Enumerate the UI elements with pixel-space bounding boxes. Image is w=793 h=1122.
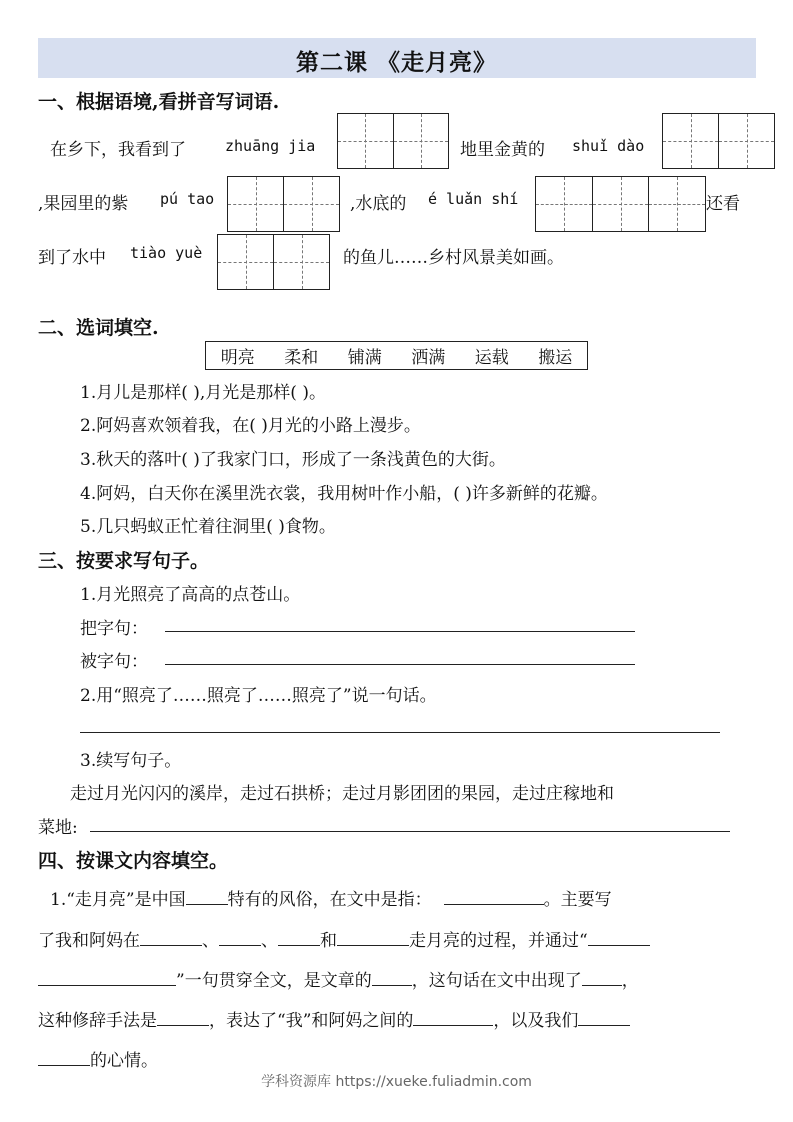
word-bank xyxy=(205,341,588,370)
word-bank-item: 铺满 xyxy=(347,348,382,368)
fill-blank[interactable] xyxy=(444,886,544,905)
char-cell[interactable] xyxy=(536,177,593,231)
s4-text: 了我和阿妈在 xyxy=(38,931,140,951)
s4-text: ”一句贯穿全文，是文章的 xyxy=(176,971,372,991)
word-bank-item: 洒满 xyxy=(411,348,446,368)
s4-text: ， xyxy=(621,971,639,991)
fill-blank[interactable] xyxy=(278,927,320,946)
char-cell[interactable] xyxy=(593,177,650,231)
s3-q3-line-2: 菜地: xyxy=(38,818,78,838)
char-cell[interactable] xyxy=(338,114,394,168)
fill-blank[interactable] xyxy=(38,967,176,986)
char-cell[interactable] xyxy=(274,235,329,289)
char-cell[interactable] xyxy=(228,177,284,231)
char-cell[interactable] xyxy=(218,235,274,289)
s4-para-line-5 xyxy=(38,1046,158,1071)
char-cell[interactable] xyxy=(394,114,449,168)
q3-answer-line[interactable] xyxy=(90,831,730,832)
fill-blank[interactable] xyxy=(372,967,412,986)
s4-text: 这种修辞手法是 xyxy=(38,1011,157,1031)
fill-blank[interactable] xyxy=(219,927,261,946)
bei-sentence-answer-line[interactable] xyxy=(165,664,635,665)
s3-q3-line-1: 走过月光闪闪的溪岸，走过石拱桥；走过月影团团的果园，走过庄稼地和 xyxy=(70,784,614,804)
s4-text: 走月亮的过程，并通过“ xyxy=(409,931,588,951)
s1-line3-text-a: 到了水中 xyxy=(38,248,106,268)
s1-line2-text-b: ,水底的 xyxy=(350,194,407,214)
word-bank-item: 柔和 xyxy=(284,348,319,368)
s4-text: 、 xyxy=(202,931,219,951)
section-4-heading: 四、按课文内容填空。 xyxy=(38,850,229,872)
s4-text: ，表达了“我”和阿妈之间的 xyxy=(209,1011,414,1031)
bei-sentence-label: 被字句： xyxy=(80,652,148,672)
s2-item-3: 3.秋天的落叶( )了我家门口，形成了一条浅黄色的大街。 xyxy=(80,450,506,470)
s3-question-3: 3.续写句子。 xyxy=(80,751,182,771)
footer-watermark: 学科资源库 https://xueke.fuliadmin.com xyxy=(261,1074,532,1090)
fill-blank[interactable] xyxy=(578,1007,630,1026)
word-bank-item: 搬运 xyxy=(538,348,573,368)
s4-text: 和 xyxy=(320,931,337,951)
s4-text: 1.“走月亮”是中国 xyxy=(50,890,186,910)
s4-para-line-3 xyxy=(38,966,639,991)
fill-blank[interactable] xyxy=(413,1007,493,1026)
ba-sentence-answer-line[interactable] xyxy=(165,631,635,632)
page-title: 第二课 《走月亮》 xyxy=(295,49,497,76)
s1-pinyin-zhuangjia: zhuāng jia xyxy=(225,137,316,155)
fill-blank[interactable] xyxy=(588,927,650,946)
char-cell[interactable] xyxy=(284,177,339,231)
s1-pinyin-putao: pú tao xyxy=(160,190,215,208)
char-cell[interactable] xyxy=(663,114,719,168)
s2-item-2: 2.阿妈喜欢领着我，在( )月光的小路上漫步。 xyxy=(80,416,421,436)
fill-blank[interactable] xyxy=(337,927,409,946)
char-box-eluanshi[interactable] xyxy=(535,176,706,232)
fill-blank[interactable] xyxy=(140,927,202,946)
word-bank-item: 运载 xyxy=(474,348,509,368)
s4-text: ，以及我们 xyxy=(493,1011,579,1031)
s4-text: 、 xyxy=(261,931,278,951)
section-3-heading: 三、按要求写句子。 xyxy=(38,550,210,572)
s4-text: 特有的风俗，在文中是指： xyxy=(227,890,432,910)
s4-text: ，这句话在文中出现了 xyxy=(411,971,582,991)
s1-pinyin-tiaoyue: tiào yuè xyxy=(130,244,203,262)
char-box-putao[interactable] xyxy=(227,176,340,232)
s3-question-1: 1.月光照亮了高高的点苍山。 xyxy=(80,585,301,605)
s4-text: 的心情。 xyxy=(90,1051,158,1071)
s3-question-2: 2.用“照亮了……照亮了……照亮了”说一句话。 xyxy=(80,686,437,706)
ba-sentence-label: 把字句： xyxy=(80,619,148,639)
s1-line2-text-a: ,果园里的紫 xyxy=(38,194,129,214)
char-box-zhuangjia[interactable] xyxy=(337,113,449,169)
char-box-tiaoyue[interactable] xyxy=(217,234,330,290)
s1-pinyin-eluanshi: é luǎn shí xyxy=(428,190,519,208)
fill-blank[interactable] xyxy=(186,886,228,905)
s2-item-4: 4.阿妈，白天你在溪里洗衣裳，我用树叶作小船，( )许多新鲜的花瓣。 xyxy=(80,484,608,504)
word-bank-item: 明亮 xyxy=(220,348,255,368)
s1-pinyin-shuidao: shuǐ dào xyxy=(572,137,645,155)
q2-answer-line[interactable] xyxy=(80,732,720,733)
s4-para-line-4 xyxy=(38,1006,630,1031)
s1-line1-text-a: 在乡下，我看到了 xyxy=(50,140,186,160)
s1-line2-text-c: 还看 xyxy=(706,194,740,214)
s1-line3-text-b: 的鱼儿……乡村风景美如画。 xyxy=(343,248,564,268)
s2-item-1: 1.月儿是那样( ),月光是那样( )。 xyxy=(80,383,326,403)
char-cell[interactable] xyxy=(649,177,705,231)
section-2-heading: 二、选词填空. xyxy=(38,317,159,339)
char-box-shuidao[interactable] xyxy=(662,113,775,169)
char-cell[interactable] xyxy=(719,114,774,168)
s4-para-line-2 xyxy=(38,926,650,951)
section-1-heading: 一、根据语境,看拼音写词语. xyxy=(38,91,280,113)
fill-blank[interactable] xyxy=(157,1007,209,1026)
fill-blank[interactable] xyxy=(38,1047,90,1066)
fill-blank[interactable] xyxy=(582,967,622,986)
s4-para-line-1 xyxy=(50,885,612,910)
s4-text: 。主要写 xyxy=(543,890,612,910)
s1-line1-text-b: 地里金黄的 xyxy=(460,140,545,160)
s2-item-5: 5.几只蚂蚁正忙着往洞里( )食物。 xyxy=(80,517,336,537)
